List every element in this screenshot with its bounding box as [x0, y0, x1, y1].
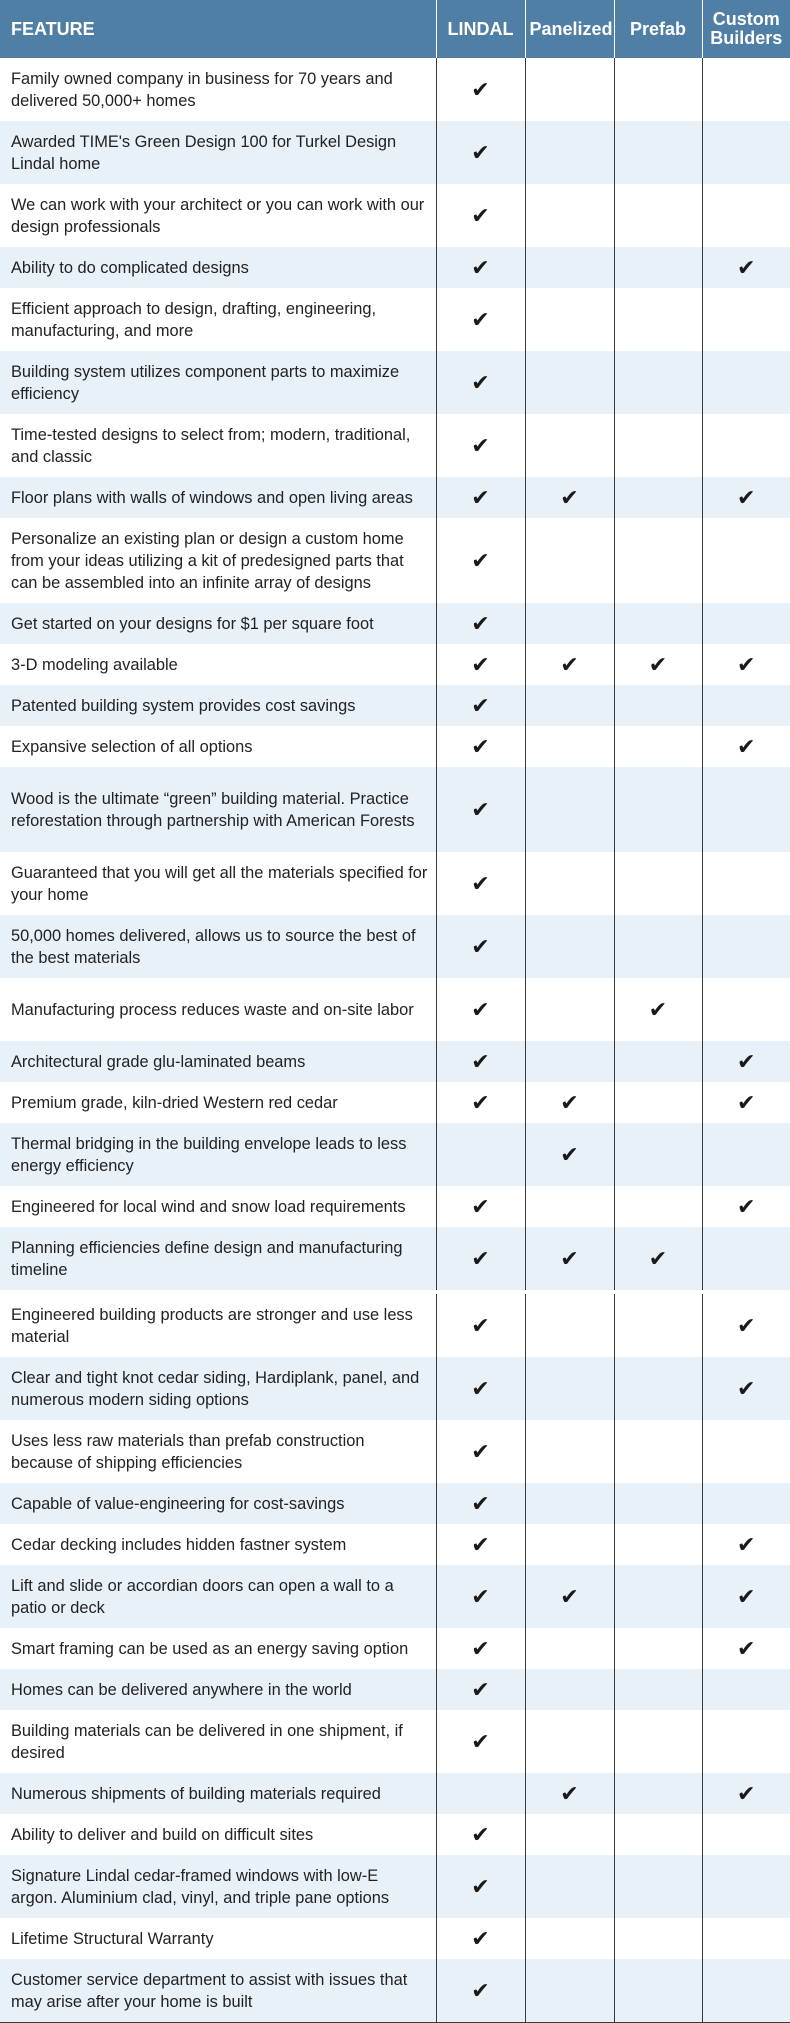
custom-check-cell: [702, 1357, 790, 1420]
checkmark-icon: ✔: [471, 796, 490, 822]
feature-cell: Thermal bridging in the building envelope leads to less energy efficiency: [0, 1123, 436, 1186]
lindal-check-cell: [436, 644, 525, 685]
custom-check-cell: [702, 1628, 790, 1669]
panelized-check-cell: [525, 184, 614, 247]
prefab-check-cell: [614, 1524, 702, 1565]
feature-cell: Lift and slide or accordian doors can open a wall to a patio or deck: [0, 1565, 436, 1628]
lindal-check-cell: [436, 978, 525, 1041]
prefab-check-cell: [614, 1918, 702, 1959]
panelized-check-cell: [525, 1773, 614, 1814]
checkmark-icon: ✔: [560, 1780, 579, 1806]
checkmark-icon: ✔: [471, 139, 490, 165]
custom-check-cell: [702, 767, 790, 852]
custom-check-cell: [702, 1814, 790, 1855]
lindal-check-cell: [436, 1524, 525, 1565]
prefab-check-cell: [614, 121, 702, 184]
checkmark-icon: ✔: [560, 651, 579, 677]
checkmark-icon: ✔: [737, 484, 756, 510]
table-row: [0, 1959, 790, 2023]
prefab-check-cell: [614, 1565, 702, 1628]
table-row: [0, 1420, 790, 1483]
table-body: [0, 58, 790, 2023]
custom-builders-column-header: Custom Builders: [702, 0, 790, 58]
checkmark-icon: ✔: [560, 1141, 579, 1167]
custom-check-cell: [702, 915, 790, 978]
table-row: [0, 351, 790, 414]
custom-check-cell: [702, 1918, 790, 1959]
panelized-check-cell: [525, 247, 614, 288]
panelized-check-cell: [525, 1357, 614, 1420]
table-row: [0, 58, 790, 121]
feature-cell: Time-tested designs to select from; modern, traditional, and classic: [0, 414, 436, 477]
checkmark-icon: ✔: [737, 254, 756, 280]
prefab-check-cell: [614, 1082, 702, 1123]
prefab-check-cell: [614, 184, 702, 247]
lindal-check-cell: [436, 351, 525, 414]
prefab-check-cell: [614, 1669, 702, 1710]
checkmark-icon: ✔: [471, 1635, 490, 1661]
prefab-check-cell: [614, 1710, 702, 1773]
table-row: [0, 852, 790, 915]
prefab-check-cell: [614, 1420, 702, 1483]
prefab-check-cell: [614, 414, 702, 477]
checkmark-icon: ✔: [471, 432, 490, 458]
feature-cell: Architectural grade glu-laminated beams: [0, 1041, 436, 1082]
panelized-check-cell: [525, 852, 614, 915]
panelized-check-cell: [525, 1669, 614, 1710]
lindal-check-cell: [436, 726, 525, 767]
lindal-check-cell: [436, 288, 525, 351]
lindal-check-cell: [436, 1814, 525, 1855]
lindal-check-cell: [436, 58, 525, 121]
checkmark-icon: ✔: [471, 1873, 490, 1899]
custom-check-cell: [702, 1855, 790, 1918]
feature-cell: 3-D modeling available: [0, 644, 436, 685]
feature-cell: Personalize an existing plan or design a custom home from your ideas utilizing a kit of predesigned parts that can be assembled into an infinite array of designs: [0, 518, 436, 603]
prefab-check-cell: [614, 288, 702, 351]
checkmark-icon: ✔: [471, 1676, 490, 1702]
panelized-check-cell: [525, 1710, 614, 1773]
table-row: [0, 1669, 790, 1710]
checkmark-icon: ✔: [471, 1245, 490, 1271]
checkmark-icon: ✔: [471, 1821, 490, 1847]
feature-cell: Guaranteed that you will get all the materials specified for your home: [0, 852, 436, 915]
checkmark-icon: ✔: [737, 651, 756, 677]
feature-cell: Customer service department to assist with issues that may arise after your home is built: [0, 1959, 436, 2023]
custom-check-cell: [702, 1082, 790, 1123]
panelized-check-cell: [525, 1082, 614, 1123]
custom-check-cell: [702, 726, 790, 767]
prefab-check-cell: [614, 1773, 702, 1814]
checkmark-icon: ✔: [471, 692, 490, 718]
panelized-check-cell: [525, 1186, 614, 1227]
panelized-check-cell: [525, 1855, 614, 1918]
panelized-check-cell: [525, 915, 614, 978]
table-row: [0, 414, 790, 477]
checkmark-icon: ✔: [471, 996, 490, 1022]
feature-cell: Engineered building products are stronger and use less material: [0, 1292, 436, 1357]
feature-cell: Uses less raw materials than prefab construction because of shipping efficiencies: [0, 1420, 436, 1483]
panelized-check-cell: [525, 288, 614, 351]
custom-check-cell: [702, 1483, 790, 1524]
custom-check-cell: [702, 1669, 790, 1710]
checkmark-icon: ✔: [471, 733, 490, 759]
panelized-check-cell: [525, 477, 614, 518]
table-row: [0, 288, 790, 351]
checkmark-icon: ✔: [737, 1048, 756, 1074]
feature-cell: Signature Lindal cedar-framed windows with low-E argon. Aluminium clad, vinyl, and triple pane options: [0, 1855, 436, 1918]
table-row: [0, 1565, 790, 1628]
checkmark-icon: ✔: [471, 933, 490, 959]
lindal-check-cell: [436, 121, 525, 184]
feature-cell: Ability to do complicated designs: [0, 247, 436, 288]
feature-cell: Capable of value-engineering for cost-savings: [0, 1483, 436, 1524]
checkmark-icon: ✔: [648, 996, 668, 1022]
prefab-check-cell: [614, 1227, 702, 1292]
checkmark-icon: ✔: [648, 651, 668, 677]
feature-cell: Wood is the ultimate “green” building material. Practice reforestation through partnership with American Forests: [0, 767, 436, 852]
table-row: [0, 603, 790, 644]
panelized-check-cell: [525, 1918, 614, 1959]
checkmark-icon: ✔: [471, 547, 490, 573]
panelized-check-cell: [525, 1959, 614, 2023]
checkmark-icon: ✔: [737, 1531, 756, 1557]
panelized-check-cell: [525, 1227, 614, 1292]
lindal-check-cell: [436, 1227, 525, 1292]
table-row: [0, 518, 790, 603]
lindal-check-cell: [436, 767, 525, 852]
prefab-check-cell: [614, 1186, 702, 1227]
table-row: [0, 1814, 790, 1855]
panelized-check-cell: [525, 1524, 614, 1565]
custom-check-cell: [702, 184, 790, 247]
feature-cell: Premium grade, kiln-dried Western red cedar: [0, 1082, 436, 1123]
lindal-check-cell: [436, 852, 525, 915]
checkmark-icon: ✔: [560, 484, 579, 510]
panelized-check-cell: [525, 351, 614, 414]
lindal-check-cell: [436, 1669, 525, 1710]
table-row: [0, 121, 790, 184]
checkmark-icon: ✔: [471, 1925, 490, 1951]
lindal-check-cell: [436, 184, 525, 247]
feature-cell: Ability to deliver and build on difficult sites: [0, 1814, 436, 1855]
lindal-check-cell: [436, 1123, 525, 1186]
lindal-check-cell: [436, 247, 525, 288]
table-row: [0, 1918, 790, 1959]
table-row: [0, 978, 790, 1041]
checkmark-icon: ✔: [737, 1089, 756, 1115]
checkmark-icon: ✔: [560, 1583, 579, 1609]
checkmark-icon: ✔: [737, 1583, 756, 1609]
checkmark-icon: ✔: [471, 1490, 490, 1516]
feature-cell: Smart framing can be used as an energy saving option: [0, 1628, 436, 1669]
custom-check-cell: [702, 603, 790, 644]
custom-check-cell: [702, 644, 790, 685]
prefab-check-cell: [614, 915, 702, 978]
lindal-check-cell: [436, 414, 525, 477]
feature-cell: Building system utilizes component parts to maximize efficiency: [0, 351, 436, 414]
checkmark-icon: ✔: [560, 1245, 579, 1271]
panelized-check-cell: [525, 1292, 614, 1357]
table-row: [0, 477, 790, 518]
prefab-check-cell: [614, 726, 702, 767]
checkmark-icon: ✔: [737, 1312, 756, 1338]
checkmark-icon: ✔: [471, 1193, 490, 1219]
prefab-check-cell: [614, 1123, 702, 1186]
lindal-check-cell: [436, 518, 525, 603]
table-row: [0, 1292, 790, 1357]
lindal-check-cell: [436, 1420, 525, 1483]
lindal-check-cell: [436, 1041, 525, 1082]
panelized-check-cell: [525, 644, 614, 685]
feature-cell: Building materials can be delivered in one shipment, if desired: [0, 1710, 436, 1773]
table-row: [0, 1041, 790, 1082]
table-row: [0, 1628, 790, 1669]
panelized-check-cell: [525, 767, 614, 852]
prefab-check-cell: [614, 477, 702, 518]
panelized-check-cell: [525, 58, 614, 121]
checkmark-icon: ✔: [471, 254, 490, 280]
custom-check-cell: [702, 852, 790, 915]
panelized-check-cell: [525, 1041, 614, 1082]
lindal-check-cell: [436, 1628, 525, 1669]
checkmark-icon: ✔: [471, 1583, 490, 1609]
custom-check-cell: [702, 1959, 790, 2023]
panelized-check-cell: [525, 603, 614, 644]
checkmark-icon: ✔: [471, 1438, 490, 1464]
custom-check-cell: [702, 1710, 790, 1773]
lindal-check-cell: [436, 685, 525, 726]
table-row: [0, 685, 790, 726]
table-row: [0, 1357, 790, 1420]
prefab-check-cell: [614, 1855, 702, 1918]
lindal-check-cell: [436, 1357, 525, 1420]
custom-check-cell: [702, 1524, 790, 1565]
prefab-check-cell: [614, 1628, 702, 1669]
checkmark-icon: ✔: [560, 1089, 579, 1115]
panelized-check-cell: [525, 414, 614, 477]
prefab-check-cell: [614, 603, 702, 644]
feature-cell: We can work with your architect or you can work with our design professionals: [0, 184, 436, 247]
custom-check-cell: [702, 1292, 790, 1357]
prefab-check-cell: [614, 247, 702, 288]
feature-cell: Clear and tight knot cedar siding, Hardiplank, panel, and numerous modern siding options: [0, 1357, 436, 1420]
table-row: [0, 767, 790, 852]
custom-check-cell: [702, 1186, 790, 1227]
checkmark-icon: ✔: [648, 1245, 668, 1271]
panelized-check-cell: [525, 1565, 614, 1628]
prefab-check-cell: [614, 852, 702, 915]
checkmark-icon: ✔: [471, 484, 490, 510]
prefab-check-cell: [614, 1483, 702, 1524]
lindal-check-cell: [436, 603, 525, 644]
panelized-check-cell: [525, 1814, 614, 1855]
custom-check-cell: [702, 58, 790, 121]
panelized-check-cell: [525, 978, 614, 1041]
prefab-check-cell: [614, 767, 702, 852]
lindal-check-cell: [436, 1483, 525, 1524]
prefab-check-cell: [614, 58, 702, 121]
table-row: [0, 1524, 790, 1565]
lindal-check-cell: [436, 1959, 525, 2023]
feature-cell: Planning efficiencies define design and manufacturing timeline: [0, 1227, 436, 1292]
panelized-check-cell: [525, 518, 614, 603]
checkmark-icon: ✔: [737, 1780, 756, 1806]
custom-check-cell: [702, 247, 790, 288]
checkmark-icon: ✔: [471, 1977, 490, 2003]
checkmark-icon: ✔: [737, 1635, 756, 1661]
prefab-check-cell: [614, 685, 702, 726]
lindal-check-cell: [436, 1855, 525, 1918]
prefab-check-cell: [614, 1292, 702, 1357]
prefab-check-cell: [614, 978, 702, 1041]
panelized-check-cell: [525, 121, 614, 184]
table-row: [0, 1082, 790, 1123]
checkmark-icon: ✔: [471, 306, 490, 332]
checkmark-icon: ✔: [471, 76, 490, 102]
feature-cell: Lifetime Structural Warranty: [0, 1918, 436, 1959]
prefab-check-cell: [614, 1357, 702, 1420]
checkmark-icon: ✔: [737, 1375, 756, 1401]
table-row: [0, 247, 790, 288]
custom-check-cell: [702, 1123, 790, 1186]
custom-check-cell: [702, 477, 790, 518]
feature-cell: Awarded TIME's Green Design 100 for Turkel Design Lindal home: [0, 121, 436, 184]
table-row: [0, 644, 790, 685]
table-row: [0, 184, 790, 247]
checkmark-icon: ✔: [471, 651, 490, 677]
lindal-check-cell: [436, 1292, 525, 1357]
lindal-check-cell: [436, 477, 525, 518]
feature-column-header: FEATURE: [0, 0, 436, 58]
feature-cell: Family owned company in business for 70 years and delivered 50,000+ homes: [0, 58, 436, 121]
checkmark-icon: ✔: [737, 1193, 756, 1219]
table-row: [0, 726, 790, 767]
lindal-check-cell: [436, 1773, 525, 1814]
custom-check-cell: [702, 1773, 790, 1814]
checkmark-icon: ✔: [471, 1048, 490, 1074]
panelized-check-cell: [525, 726, 614, 767]
panelized-check-cell: [525, 1420, 614, 1483]
panelized-check-cell: [525, 1628, 614, 1669]
prefab-check-cell: [614, 518, 702, 603]
prefab-check-cell: [614, 644, 702, 685]
custom-check-cell: [702, 414, 790, 477]
lindal-check-cell: [436, 1565, 525, 1628]
table-header: [0, 0, 790, 58]
table-row: [0, 1227, 790, 1292]
custom-check-cell: [702, 518, 790, 603]
lindal-column-header: LINDAL: [436, 0, 525, 58]
table-row: [0, 1186, 790, 1227]
checkmark-icon: ✔: [471, 1089, 490, 1115]
prefab-check-cell: [614, 351, 702, 414]
feature-cell: Manufacturing process reduces waste and on-site labor: [0, 978, 436, 1041]
prefab-check-cell: [614, 1041, 702, 1082]
custom-check-cell: [702, 288, 790, 351]
table-row: [0, 1773, 790, 1814]
lindal-check-cell: [436, 1918, 525, 1959]
feature-cell: Engineered for local wind and snow load requirements: [0, 1186, 436, 1227]
checkmark-icon: ✔: [471, 1531, 490, 1557]
checkmark-icon: ✔: [737, 733, 756, 759]
custom-check-cell: [702, 1227, 790, 1292]
table-row: [0, 1710, 790, 1773]
lindal-check-cell: [436, 915, 525, 978]
feature-cell: Expansive selection of all options: [0, 726, 436, 767]
prefab-column-header: Prefab: [614, 0, 702, 58]
feature-cell: Floor plans with walls of windows and open living areas: [0, 477, 436, 518]
custom-check-cell: [702, 685, 790, 726]
custom-check-cell: [702, 978, 790, 1041]
checkmark-icon: ✔: [471, 202, 490, 228]
custom-check-cell: [702, 351, 790, 414]
table-row: [0, 1123, 790, 1186]
header-row: [0, 0, 790, 58]
panelized-check-cell: [525, 1123, 614, 1186]
lindal-check-cell: [436, 1186, 525, 1227]
lindal-check-cell: [436, 1082, 525, 1123]
table-row: [0, 1483, 790, 1524]
checkmark-icon: ✔: [471, 1312, 490, 1338]
feature-cell: Patented building system provides cost savings: [0, 685, 436, 726]
checkmark-icon: ✔: [471, 369, 490, 395]
custom-check-cell: [702, 1565, 790, 1628]
prefab-check-cell: [614, 1959, 702, 2023]
checkmark-icon: ✔: [471, 870, 490, 896]
table-row: [0, 1855, 790, 1918]
panelized-check-cell: [525, 1483, 614, 1524]
feature-cell: Homes can be delivered anywhere in the world: [0, 1669, 436, 1710]
checkmark-icon: ✔: [471, 1375, 490, 1401]
feature-cell: Efficient approach to design, drafting, engineering, manufacturing, and more: [0, 288, 436, 351]
custom-check-cell: [702, 121, 790, 184]
custom-check-cell: [702, 1041, 790, 1082]
custom-check-cell: [702, 1420, 790, 1483]
feature-cell: 50,000 homes delivered, allows us to source the best of the best materials: [0, 915, 436, 978]
checkmark-icon: ✔: [471, 610, 490, 636]
feature-cell: Numerous shipments of building materials required: [0, 1773, 436, 1814]
table-row: [0, 915, 790, 978]
panelized-column-header: Panelized: [525, 0, 614, 58]
lindal-check-cell: [436, 1710, 525, 1773]
checkmark-icon: ✔: [471, 1728, 490, 1754]
panelized-check-cell: [525, 685, 614, 726]
feature-cell: Cedar decking includes hidden fastner system: [0, 1524, 436, 1565]
feature-cell: Get started on your designs for $1 per square foot: [0, 603, 436, 644]
prefab-check-cell: [614, 1814, 702, 1855]
